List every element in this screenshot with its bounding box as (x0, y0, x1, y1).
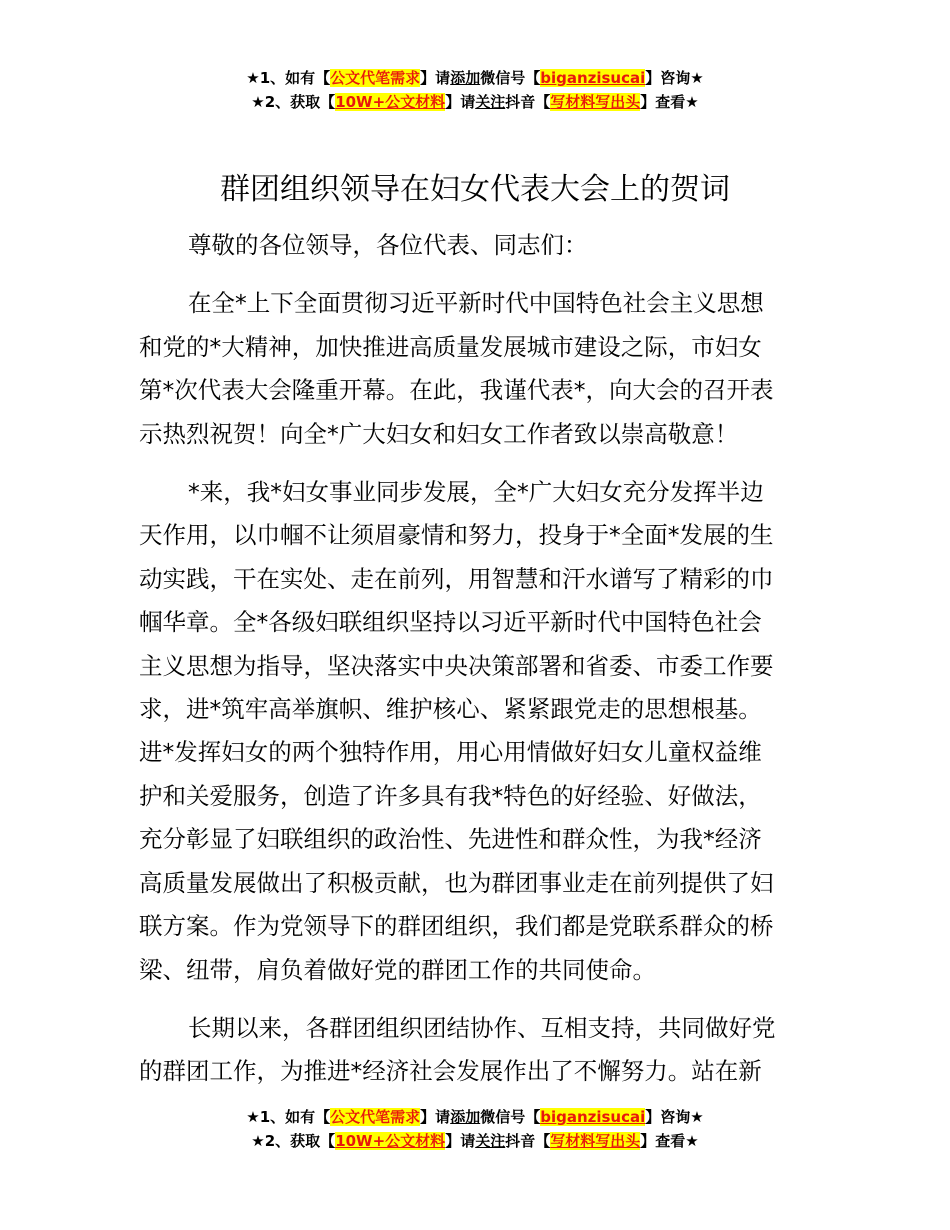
greeting-line: 尊敬的各位领导，各位代表、同志们： (188, 231, 588, 259)
promo-text: 】查看★ (640, 93, 699, 111)
wechat-id-highlight: biganzisucai (540, 1108, 646, 1126)
document-title: 群团组织领导在妇女代表大会上的贺词 (220, 172, 730, 207)
promo-text: 抖音【 (505, 1132, 551, 1150)
promo-line-2 (0, 1129, 950, 1153)
promo-text: 】查看★ (640, 1132, 699, 1150)
bottom-promo-banner (0, 1105, 950, 1153)
text-line: 天作用，以巾帼不让须眉豪情和努力，投身于*全面*发展的生 (139, 521, 774, 550)
promo-line-1 (0, 1105, 950, 1129)
text-line: 和党的*大精神，加快推进高质量发展城市建设之际，市妇女 (139, 332, 762, 361)
promo-line-1 (0, 66, 950, 90)
promo-text: ★2、获取【 (251, 1132, 336, 1150)
text-line: 帼华章。全*各级妇联组织坚持以习近平新时代中国特色社会 (139, 608, 762, 637)
document-body (139, 224, 813, 1094)
promo-highlight: 公文代笔需求 (330, 1108, 421, 1126)
promo-underlined: 添加 (450, 1108, 481, 1126)
promo-underlined: 关注 (475, 1132, 506, 1150)
promo-underlined: 添加 (450, 69, 481, 87)
paragraph-2 (139, 471, 813, 992)
promo-text: 】咨询★ (645, 1108, 704, 1126)
promo-underlined: 关注 (475, 93, 506, 111)
promo-text: 抖音【 (505, 93, 551, 111)
text-line: 长期以来，各群团组织团结协作、互相支持，共同做好党 (188, 1013, 776, 1042)
douyin-id-highlight: 写材料写出头 (550, 93, 641, 111)
text-line: *来，我*妇女事业同步发展，全*广大妇女充分发挥半边 (188, 478, 764, 507)
promo-text: 】请 (445, 93, 476, 111)
douyin-id-highlight: 写材料写出头 (550, 1132, 641, 1150)
promo-text: 】请 (445, 1132, 476, 1150)
text-line: 示热烈祝贺！向全*广大妇女和妇女工作者致以崇高敬意！ (139, 419, 739, 448)
promo-highlight: 公文代笔需求 (330, 69, 421, 87)
text-line: 进*发挥妇女的两个独特作用，用心用情做好妇女儿童权益维 (139, 738, 762, 767)
text-line: 梁、纽带，肩负着做好党的群团工作的共同使命。 (139, 955, 656, 984)
paragraph-1 (139, 282, 813, 456)
text-line: 求，进*筑牢高举旗帜、维护核心、紧紧跟党走的思想根基。 (139, 695, 762, 724)
text-line: 在全*上下全面贯彻习近平新时代中国特色社会主义思想 (188, 289, 764, 318)
wechat-id-highlight: biganzisucai (540, 69, 646, 87)
text-line: 护和关爱服务，创造了许多具有我*特色的好经验、好做法， (139, 781, 762, 810)
promo-text: 微信号【 (480, 1108, 541, 1126)
text-line: 动实践，干在实处、走在前列，用智慧和汗水谱写了精彩的巾 (139, 564, 774, 593)
text-line: 主义思想为指导，坚决落实中央决策部署和省委、市委工作要 (139, 651, 774, 680)
promo-text: 】咨询★ (645, 69, 704, 87)
promo-text: ★1、如有【 (246, 1108, 331, 1126)
greeting-paragraph (139, 224, 813, 267)
promo-highlight: 10W+公文材料 (335, 1132, 446, 1150)
promo-line-2 (0, 90, 950, 114)
text-line: 的群团工作，为推进*经济社会发展作出了不懈努力。站在新 (139, 1057, 762, 1086)
paragraph-3 (139, 1007, 813, 1094)
top-promo-banner (0, 66, 950, 114)
promo-text: ★2、获取【 (251, 93, 336, 111)
text-line: 高质量发展做出了积极贡献，也为群团事业走在前列提供了妇 (139, 868, 774, 897)
text-line: 联方案。作为党领导下的群团组织，我们都是党联系群众的桥 (139, 912, 774, 941)
promo-text: 】请 (420, 1108, 451, 1126)
text-line: 充分彰显了妇联组织的政治性、先进性和群众性，为我*经济 (139, 825, 762, 854)
promo-text: 】请 (420, 69, 451, 87)
promo-text: ★1、如有【 (246, 69, 331, 87)
promo-highlight: 10W+公文材料 (335, 93, 446, 111)
text-line: 第*次代表大会隆重开幕。在此，我谨代表*，向大会的召开表 (139, 376, 774, 405)
promo-text: 微信号【 (480, 69, 541, 87)
